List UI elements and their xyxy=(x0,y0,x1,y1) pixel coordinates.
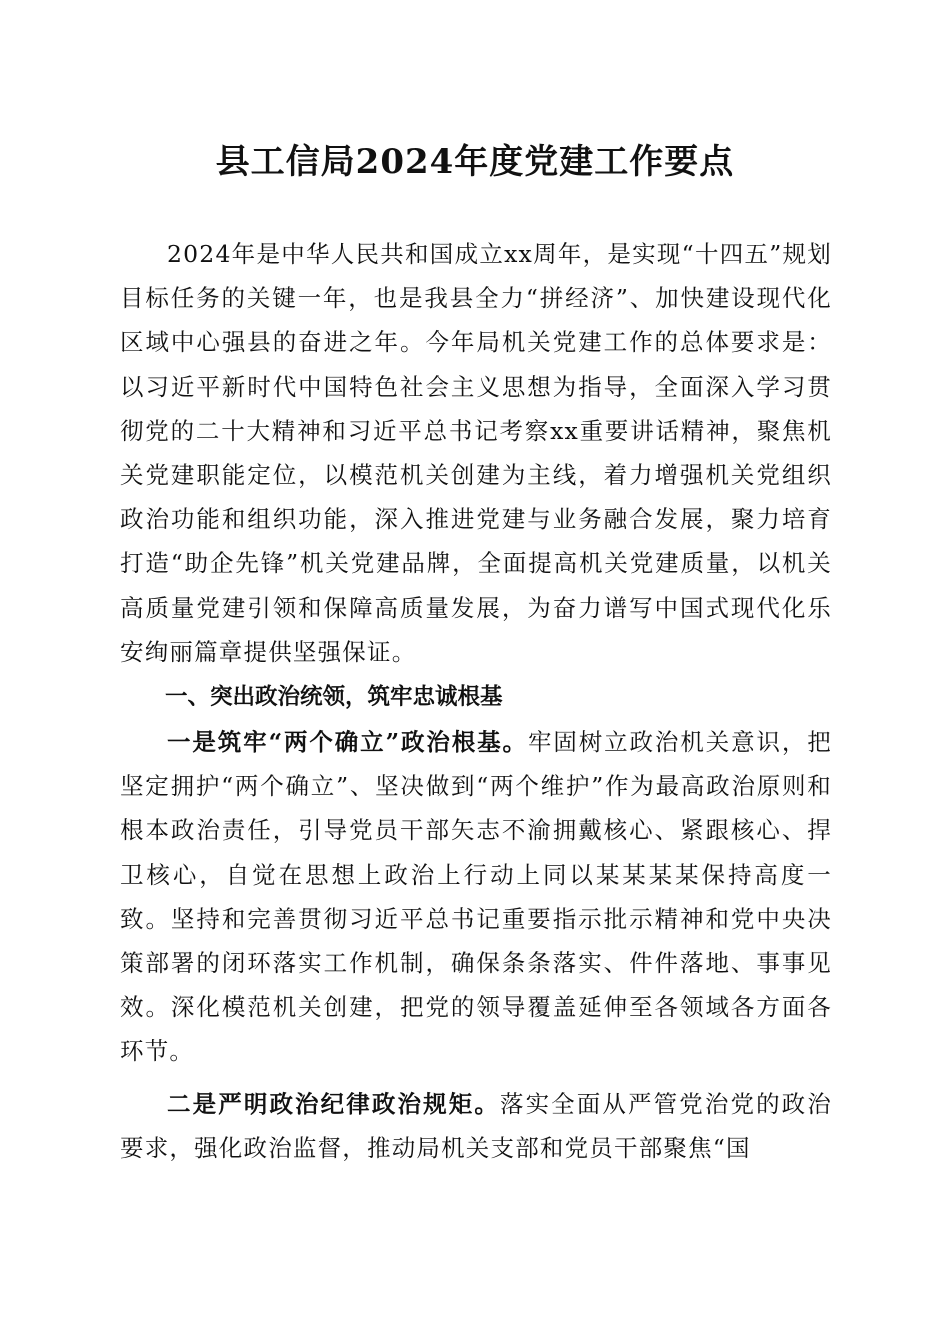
intro-paragraph: 2024年是中华人民共和国成立xx周年，是实现“十四五”规划目标任务的关键一年，也是我县全力“拼经济”、加快建设现代化区域中心强县的奋进之年。今年局机关党建工作的总体要求是：以习近平新时代中国特色社会主义思想为指导，全面深入学习贯彻党的二十大精神和习近平总书记考察xx重要讲话精神，聚焦机关党建职能定位，以模范机关创建为主线，着力增强机关党组织政治功能和组织功能，深入推进党建与业务融合发展，聚力培育打造“助企先锋”机关党建品牌，全面提高机关党建质量，以机关高质量党建引领和保障高质量发展，为奋力谱写中国式现代化乐安绚丽篇章提供坚强保证。 xyxy=(120,240,832,666)
item1-paragraph xyxy=(120,720,832,1074)
document-title: 县工信局2024年度党建工作要点 xyxy=(215,142,735,182)
item2-lead: 二是严明政治纪律政治规矩。 xyxy=(167,1090,500,1118)
section-heading: 一、突出政治统领，筑牢忠诚根基 xyxy=(165,684,503,710)
item2-paragraph xyxy=(120,1082,832,1170)
item1-body: 牢固树立政治机关意识，把坚定拥护“两个确立”、坚决做到“两个维护”作为最高政治原则和根本政治责任，引导党员干部矢志不渝拥戴核心、紧跟核心、捍卫核心，自觉在思想上政治上行动上同以某某某某保持高度一致。坚持和完善贯彻习近平总书记重要指示批示精神和党中央决策部署的闭环落实工作机制，确保条条落实、件件落地、事事见效。深化模范机关创建，把党的领导覆盖延伸至各领域各方面各环节。 xyxy=(120,728,832,1066)
item2-body: 落实全面从严管党治党的政治要求，强化政治监督，推动局机关支部和党员干部聚焦“国 xyxy=(120,1090,832,1163)
item1-lead: 一是筑牢“两个确立”政治根基。 xyxy=(167,728,528,756)
